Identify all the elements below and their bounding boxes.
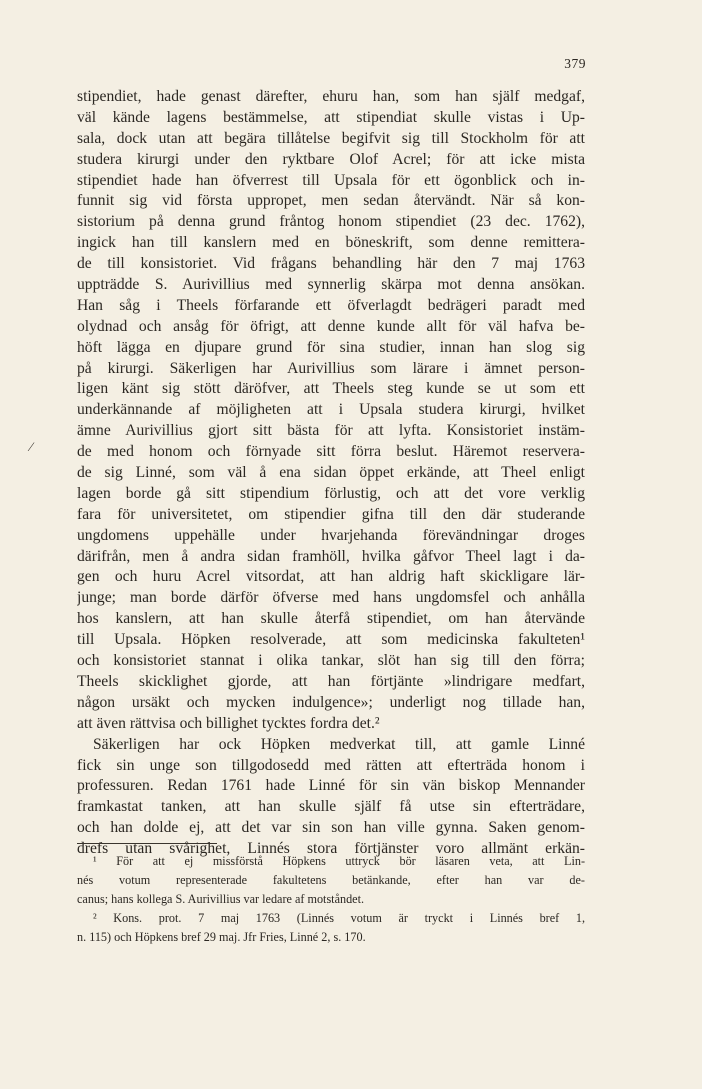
text-line: fick sin unge son tillgodosedd med rätten att efterträda honom i [77,756,585,774]
text-line: de sig Linné, som väl å ena sidan öppet erkände, att Theel enligt [77,464,585,482]
text-line: sala, dock utan att begära tillåtelse begifvit sig till Stockholm för att [77,129,585,147]
text-line: till Upsala. Höpken resolverade, att som medicinska fakulteten¹ [77,631,585,649]
text-line: ungdomens uppehälle under hvarjehanda förevändningar droges [77,526,585,544]
text-line: Han såg i Theels förfarande ett öfverlagdt bedrägeri paradt med [77,296,585,314]
text-line: de med honom och förnyade sitt förra beslut. Häremot reservera- [77,443,585,461]
footnote-divider [77,843,217,844]
margin-mark: ⁄ [30,439,33,454]
footnote-1-line: canus; hans kollega S. Aurivillius var ledare af motståndet. [77,892,365,906]
text-line: hos kanslern, att han skulle återfå stipendiet, om han återvände [77,610,585,628]
text-line: ämne Aurivillius gjort sitt bästa för att lyfta. Konsistoriet instäm- [77,422,585,440]
text-line: drefs utan svårighet, Linnés stora förtjänster voro allmänt erkän- [77,840,585,858]
text-line: fara för universitetet, om stipendier gifna till den där studerande [77,505,585,523]
text-line: framkastat tanken, att han skulle själf få utse sin efterträdare, [77,798,585,816]
text-line: funnit sig vid första uppropet, men sedan återvändt. När så kon- [77,192,585,210]
text-line: uppträdde S. Aurivillius med synnerlig skärpa mot denna ansökan. [77,276,585,294]
text-line: gen och huru Acrel vitsordat, att han aldrig haft skickligare lär- [77,568,585,586]
text-line: de till konsistoriet. Vid frågans behandling här den 7 maj 1763 [77,255,585,273]
footnote-2-line: n. 115) och Höpkens bref 29 maj. Jfr Fries, Linné 2, s. 170. [77,930,366,944]
text-line: ligen känt sig stött däröfver, att Theels steg kunde se ut som ett [77,380,585,398]
text-line: lagen borde gå sitt stipendium förlustig, och att det vore verklig [77,484,585,502]
text-line: stipendiet hade han öfverrest till Upsala för ett ögonblick och in- [77,171,585,189]
paragraph-end-line: att även rättvisa och billighet tycktes fordra det.² [77,714,380,732]
text-line: höft lägga en djupare grund för sina studier, innan han slog sig [77,338,585,356]
text-line: och han dolde ej, att det var sin son han ville gynna. Saken genom- [77,819,585,837]
text-line: studera kirurgi under den ryktbare Olof Acrel; för att icke mista [77,150,585,168]
text-line: stipendiet, hade genast därefter, ehuru han, som han själf medgaf, [77,88,585,105]
footnote-1-line: ¹ För att ej missförstå Höpkens uttryck bör läsaren veta, att Lin- [93,854,585,868]
footnotes [77,852,585,947]
text-line: någon ursäkt och mycken indulgence»; underligt nog tillade han, [77,693,585,711]
footnote-1-line: nés votum representerade fakultetens betänkande, efter han var de- [77,873,585,887]
text-line: junge; man borde därför öfverse med hans ungdomsfel och anhålla [77,589,585,607]
text-line: ingick han till kanslern med en böneskrift, som denne remittera- [77,234,585,252]
text-line: väl kände lagens bestämmelse, att stipendiat skulle vistas i Up- [77,108,585,126]
text-line: professuren. Redan 1761 hade Linné för sin vän biskop Mennander [77,777,585,795]
body-text [77,87,585,860]
page-number: 379 [564,56,586,71]
footnote-2-line: ² Kons. prot. 7 maj 1763 (Linnés votum är tryckt i Linnés bref 1, [93,911,585,925]
text-line: sistorium på denna grund fråntog honom stipendiet (23 dec. 1762), [77,213,585,231]
text-line: underkännande af möjligheten att i Upsala studera kirurgi, hvilket [77,401,585,419]
text-line: och konsistoriet stannat i olika tankar, slöt han sig till den förra; [77,652,585,670]
text-line: olydnad och ansåg för öfrigt, att denne kunde allt för väl hafva be- [77,317,585,335]
text-line: på kirurgi. Säkerligen har Aurivillius som lärare i ämnet person- [77,359,585,377]
paragraph-start-line: Säkerligen har ock Höpken medverkat till, att gamle Linné [93,735,585,753]
text-line: därifrån, men å andra sidan framhöll, hvilka gåfvor Theel lagt i da- [77,547,585,565]
text-line: Theels skicklighet gjorde, att han förtjänte »lindrigare medfart, [77,672,585,690]
